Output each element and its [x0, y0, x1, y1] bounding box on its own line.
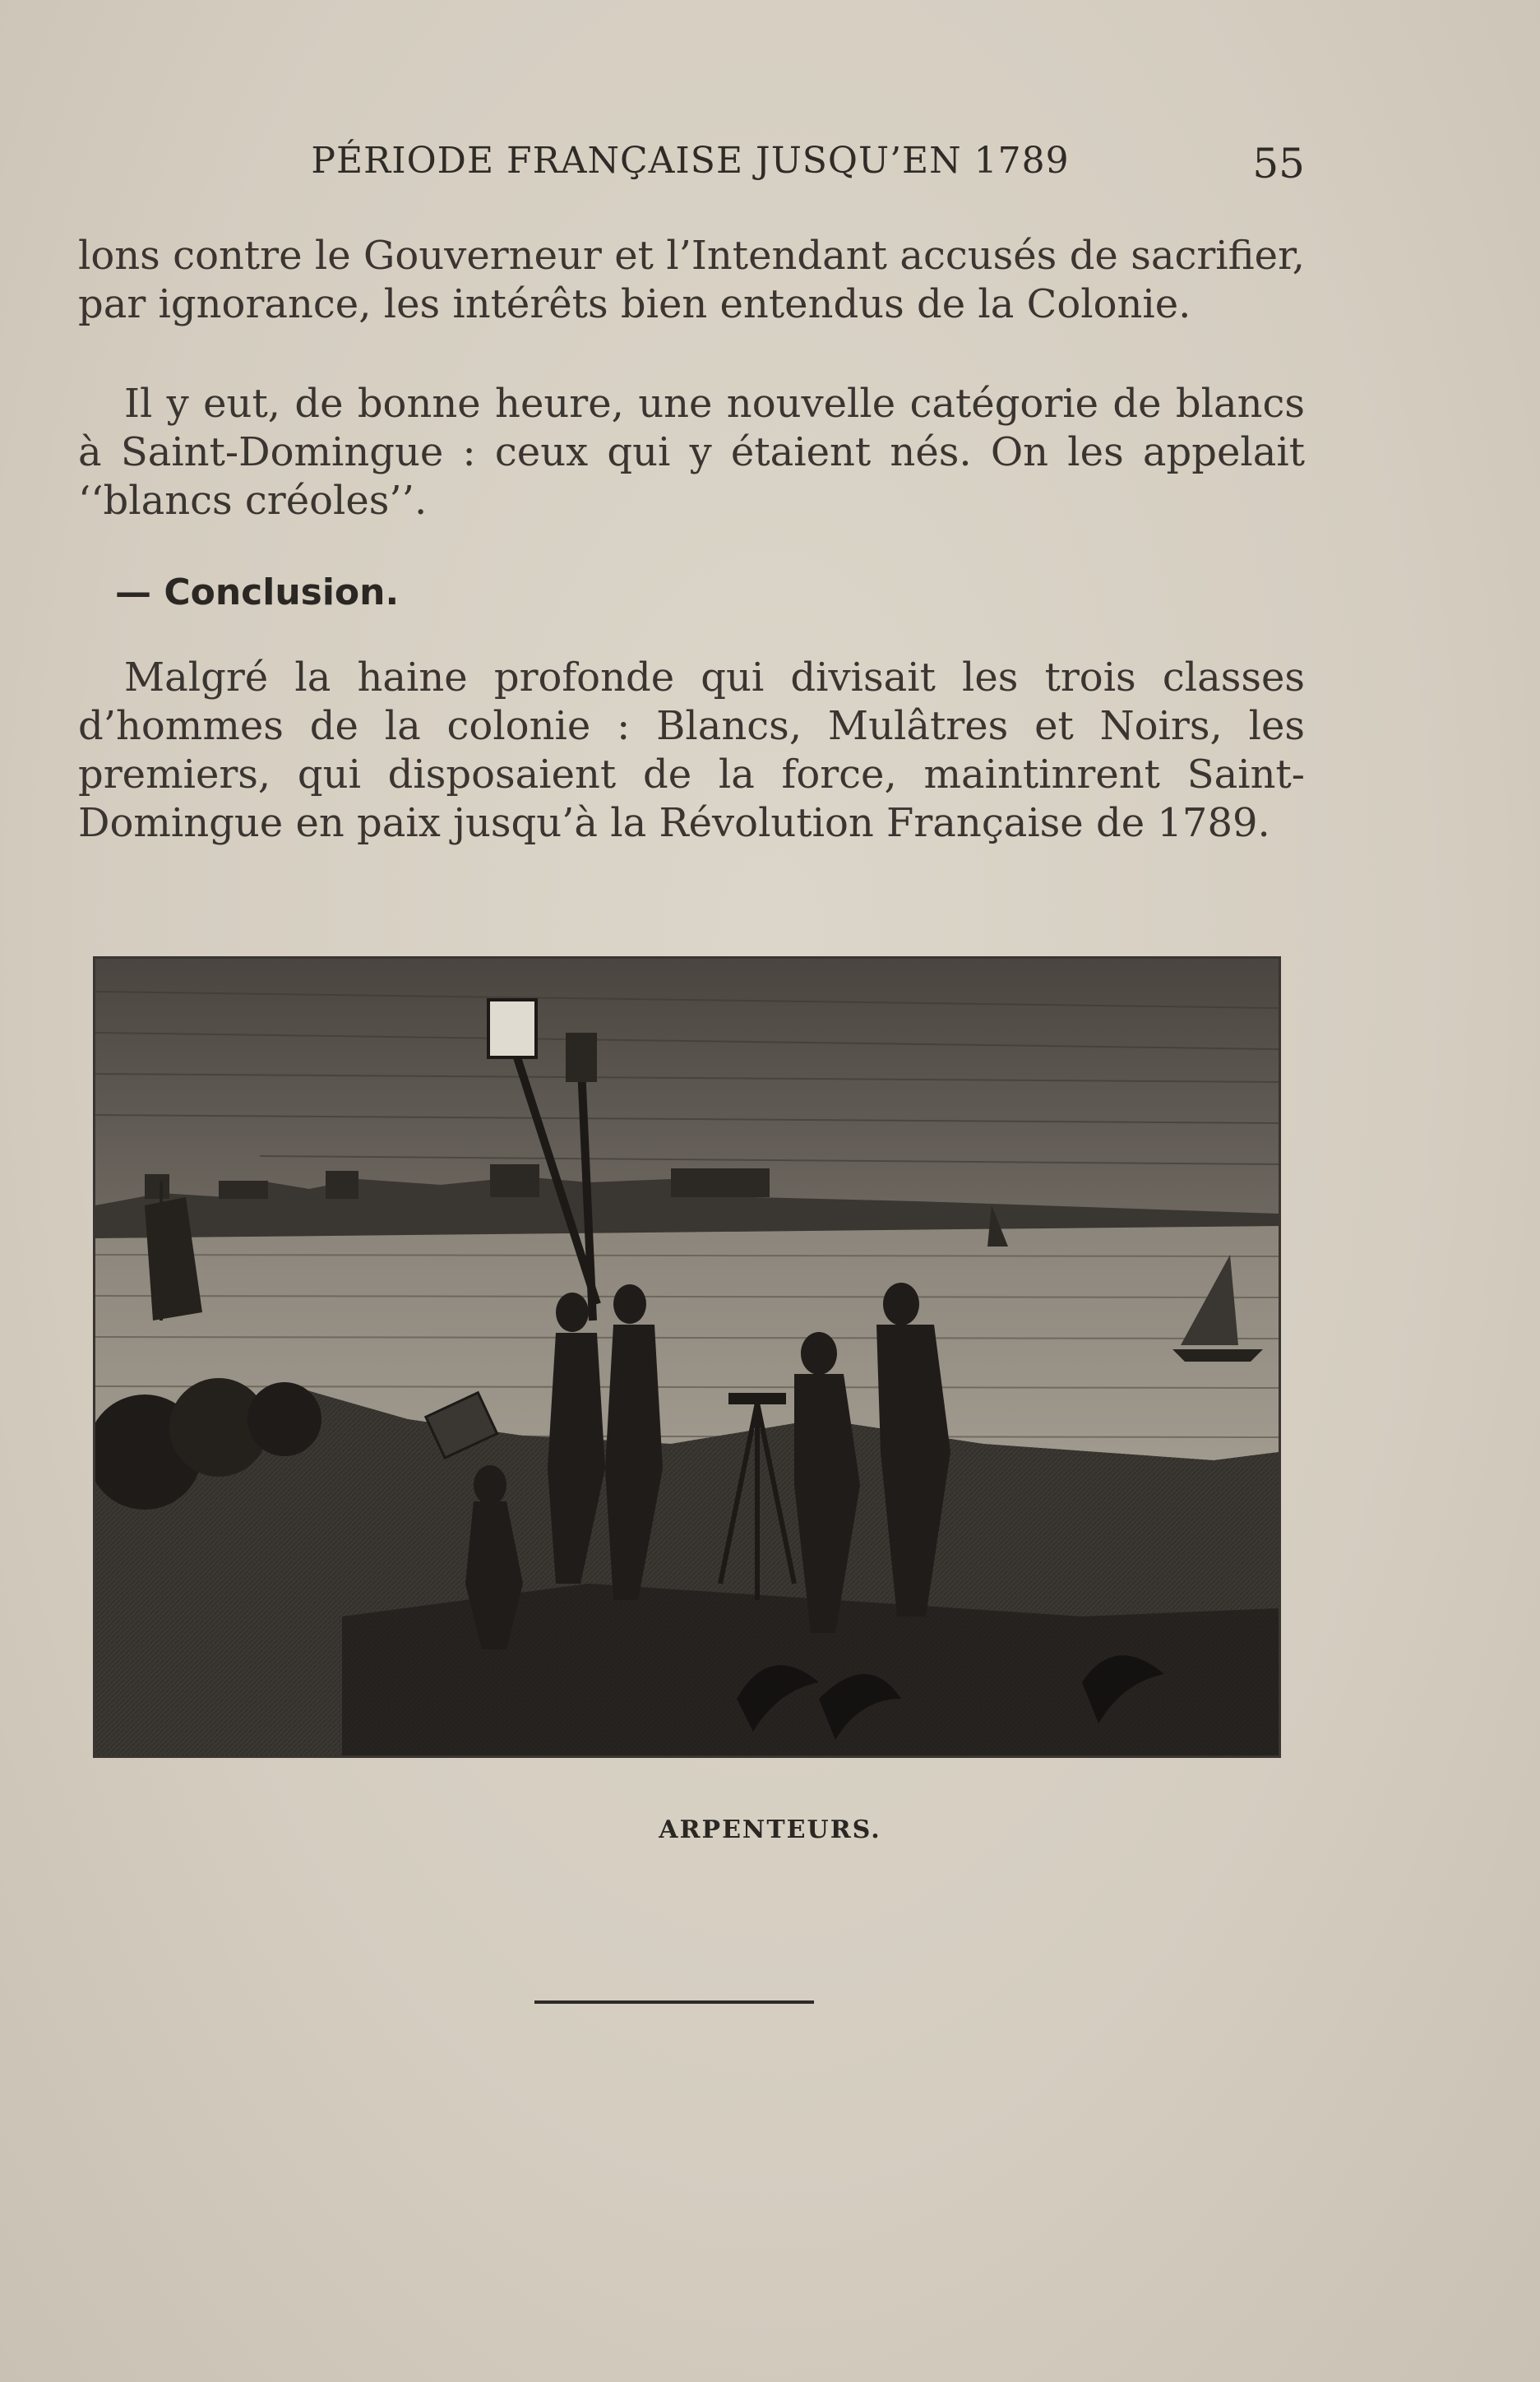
paragraph-text: Malgré la haine profonde qui divisait les trois classes d’hommes de la colonie : Blancs, Mulâtres et Noirs, les premiers, qui disposaient de la force, maintinrent Saint-Domingue en paix jusqu’à la Révolution Française de 1789.	[78, 654, 1305, 846]
page-number: 55	[1252, 140, 1305, 187]
running-head	[76, 140, 1305, 189]
engraving-illustration	[95, 959, 1279, 1755]
running-head-title: PÉRIODE FRANÇAISE JUSQU’EN 1789	[311, 140, 1070, 182]
end-rule	[534, 2000, 814, 2004]
paragraph-text: Il y eut, de bonne heure, une nouvelle catégorie de blancs à Saint-Domingue : ceux qui y étaient nés. On les appelait ‘‘blancs créoles’’.	[78, 381, 1305, 524]
paragraph-continuation	[78, 232, 1305, 329]
engraving-surveyors	[93, 956, 1281, 1758]
paragraph-conclusion	[78, 654, 1305, 848]
paragraph-text: lons contre le Gouverneur et l’Intendant accusés de sacrifier, par ignorance, les intérêts bien entendus de la Colonie.	[78, 233, 1305, 327]
section-heading: — Conclusion.	[115, 571, 400, 613]
paragraph-creoles	[78, 380, 1305, 525]
figure-caption: ARPENTEURS.	[659, 1815, 881, 1844]
